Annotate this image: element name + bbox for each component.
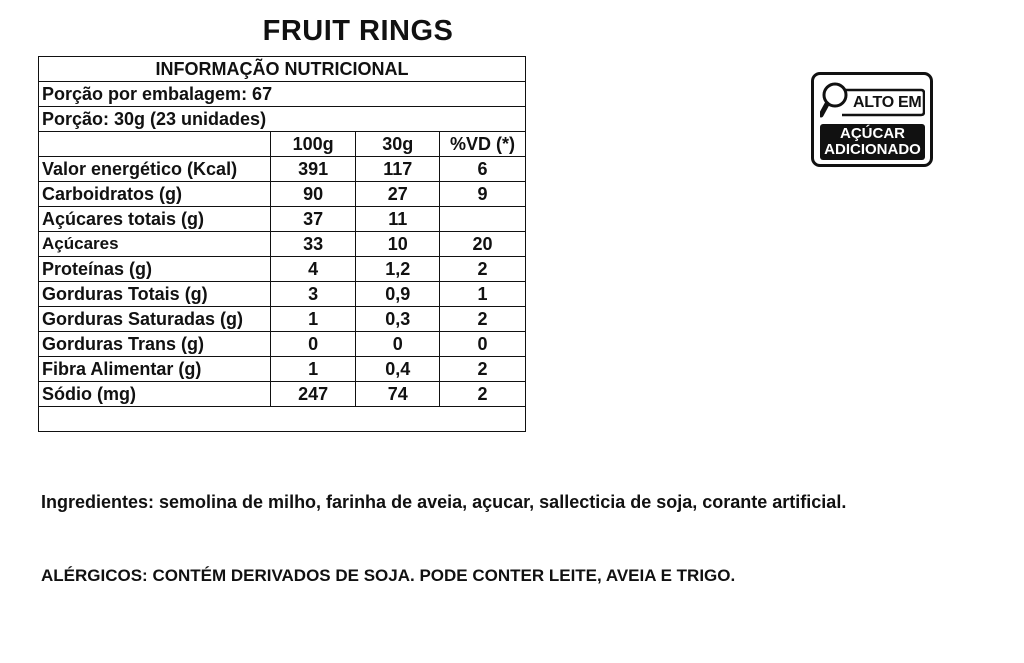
table-row bbox=[39, 382, 526, 407]
nutrient-label: Gorduras Trans (g) bbox=[39, 332, 271, 357]
seal-line2: AÇÚCAR bbox=[840, 125, 905, 142]
value-vd: 6 bbox=[440, 157, 526, 182]
column-header-row bbox=[39, 132, 526, 157]
ingredients-text: Ingredientes: semolina de milho, farinha de aveia, açucar, sallecticia de soja, corante artificial. bbox=[41, 492, 847, 512]
value-30g: 1,2 bbox=[356, 257, 440, 282]
table-row bbox=[39, 157, 526, 182]
table-row bbox=[39, 207, 526, 232]
table-empty-cell bbox=[39, 407, 526, 432]
value-30g: 117 bbox=[356, 157, 440, 182]
high-sugar-seal bbox=[811, 72, 933, 167]
value-30g: 0,4 bbox=[356, 357, 440, 382]
value-vd: 2 bbox=[440, 357, 526, 382]
value-vd: 20 bbox=[440, 232, 526, 257]
table-row bbox=[39, 182, 526, 207]
value-100g: 90 bbox=[270, 182, 356, 207]
value-100g: 1 bbox=[270, 357, 356, 382]
table-row bbox=[39, 332, 526, 357]
portion-row bbox=[39, 107, 526, 132]
value-vd: 2 bbox=[440, 382, 526, 407]
nutrient-label: Sódio (mg) bbox=[39, 382, 271, 407]
value-100g: 0 bbox=[270, 332, 356, 357]
value-30g: 0,3 bbox=[356, 307, 440, 332]
table-row bbox=[39, 232, 526, 257]
nutrient-label: Açúcares totais (g) bbox=[39, 207, 271, 232]
seal-box bbox=[820, 124, 925, 160]
value-100g: 37 bbox=[270, 207, 356, 232]
table-row bbox=[39, 282, 526, 307]
value-30g: 10 bbox=[356, 232, 440, 257]
value-30g: 74 bbox=[356, 382, 440, 407]
table-header: INFORMAÇÃO NUTRICIONAL bbox=[39, 57, 526, 82]
value-30g: 0,9 bbox=[356, 282, 440, 307]
column-header-30g: 30g bbox=[356, 132, 440, 157]
value-vd: 9 bbox=[440, 182, 526, 207]
nutrient-label: Proteínas (g) bbox=[39, 257, 271, 282]
seal-line1: ALTO EM bbox=[853, 94, 922, 111]
value-vd: 1 bbox=[440, 282, 526, 307]
seal-line3: ADICIONADO bbox=[824, 141, 921, 158]
nutrient-label: Gorduras Totais (g) bbox=[39, 282, 271, 307]
allergens-text: ALÉRGICOS: CONTÉM DERIVADOS DE SOJA. PODE CONTER LEITE, AVEIA E TRIGO. bbox=[41, 566, 736, 585]
table-row bbox=[39, 307, 526, 332]
nutrient-label: Fibra Alimentar (g) bbox=[39, 357, 271, 382]
column-header-empty bbox=[39, 132, 271, 157]
table-empty-row bbox=[39, 407, 526, 432]
value-vd: 0 bbox=[440, 332, 526, 357]
nutrient-label: Valor energético (Kcal) bbox=[39, 157, 271, 182]
value-vd bbox=[440, 207, 526, 232]
value-100g: 1 bbox=[270, 307, 356, 332]
column-header-vd: %VD (*) bbox=[440, 132, 526, 157]
value-30g: 27 bbox=[356, 182, 440, 207]
value-100g: 391 bbox=[270, 157, 356, 182]
product-title: FRUIT RINGS bbox=[262, 15, 454, 47]
table-row bbox=[39, 257, 526, 282]
table-header-row bbox=[39, 57, 526, 82]
seal-top bbox=[820, 81, 925, 121]
nutrient-label: Carboidratos (g) bbox=[39, 182, 271, 207]
column-header-100g: 100g bbox=[270, 132, 356, 157]
nutrient-label: Açúcares bbox=[39, 232, 271, 257]
value-100g: 33 bbox=[270, 232, 356, 257]
value-100g: 4 bbox=[270, 257, 356, 282]
value-100g: 247 bbox=[270, 382, 356, 407]
value-100g: 3 bbox=[270, 282, 356, 307]
portion: Porção: 30g (23 unidades) bbox=[39, 107, 526, 132]
value-vd: 2 bbox=[440, 307, 526, 332]
portion-pack: Porção por embalagem: 67 bbox=[39, 82, 526, 107]
nutrition-table bbox=[38, 56, 526, 432]
value-vd: 2 bbox=[440, 257, 526, 282]
table-row bbox=[39, 357, 526, 382]
value-30g: 11 bbox=[356, 207, 440, 232]
portion-pack-row bbox=[39, 82, 526, 107]
nutrient-label: Gorduras Saturadas (g) bbox=[39, 307, 271, 332]
value-30g: 0 bbox=[356, 332, 440, 357]
